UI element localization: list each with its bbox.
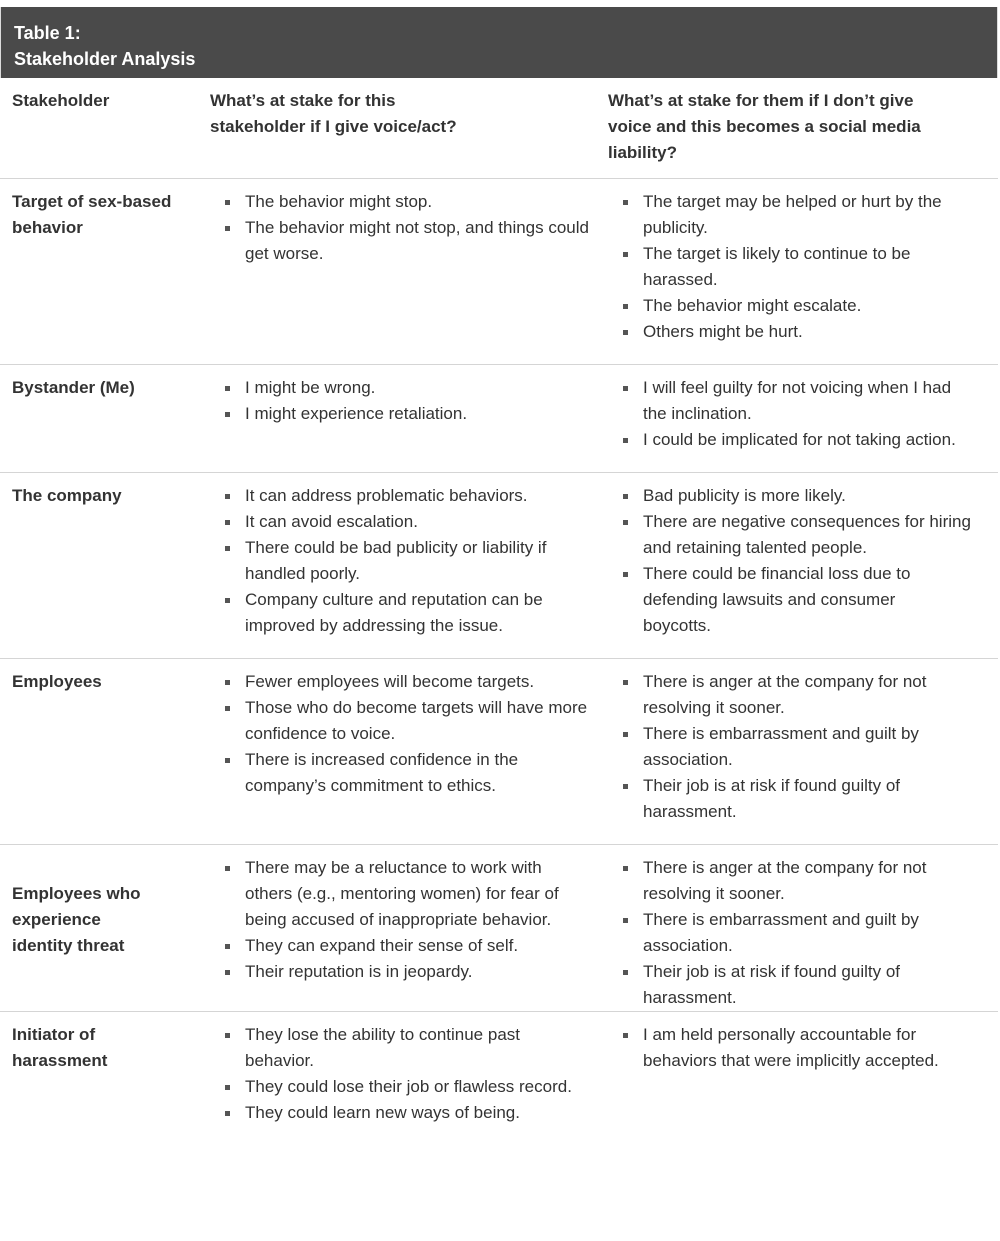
list-item: The behavior might stop. — [245, 189, 596, 215]
table-title: Stakeholder Analysis — [14, 49, 196, 69]
list-item: There may be a reluctance to work with others (e.g., mentoring women) for fear of being accused of inappropriate behavior. — [245, 855, 596, 933]
no-voice-cell — [596, 473, 998, 659]
stakeholder-name: Employees — [0, 659, 198, 845]
give-voice-list — [198, 1022, 596, 1126]
give-voice-cell — [198, 1012, 596, 1147]
list-item: They could lose their job or flawless record. — [245, 1074, 596, 1100]
list-item: Company culture and reputation can be improved by addressing the issue. — [245, 587, 596, 639]
stakeholder-name: Initiator of harassment — [0, 1012, 198, 1147]
give-voice-list — [198, 375, 596, 427]
give-voice-cell — [198, 659, 596, 845]
list-item: The behavior might escalate. — [643, 293, 998, 319]
no-voice-list — [596, 855, 998, 1011]
stakeholder-name: The company — [0, 473, 198, 659]
list-item: There are negative consequences for hiring and retaining talented people. — [643, 509, 998, 561]
header-stakeholder: Stakeholder — [12, 91, 110, 110]
list-item: There could be financial loss due to defending lawsuits and consumer boycotts. — [643, 561, 998, 639]
give-voice-list — [198, 189, 596, 267]
no-voice-list — [596, 189, 998, 345]
no-voice-cell — [596, 845, 998, 1012]
table-number: Table 1: — [14, 23, 81, 43]
list-item: There is embarrassment and guilt by association. — [643, 721, 998, 773]
stakeholder-name: Target of sex-based behavior — [0, 179, 198, 365]
list-item: It can avoid escalation. — [245, 509, 596, 535]
list-item: Their job is at risk if found guilty of harassment. — [643, 773, 998, 825]
list-item: Others might be hurt. — [643, 319, 998, 345]
list-item: I am held personally accountable for behaviors that were implicitly accepted. — [643, 1022, 998, 1074]
list-item: Bad publicity is more likely. — [643, 483, 998, 509]
no-voice-cell — [596, 659, 998, 845]
no-voice-list — [596, 375, 998, 453]
no-voice-list — [596, 669, 998, 825]
list-item: I might be wrong. — [245, 375, 596, 401]
list-item: The target is likely to continue to be harassed. — [643, 241, 998, 293]
table-row — [0, 659, 998, 845]
stakeholder-name: Employees who experience identity threat — [0, 845, 198, 1012]
list-item: It can address problematic behaviors. — [245, 483, 596, 509]
stakeholder-name: Bystander (Me) — [0, 365, 198, 473]
table-row — [0, 1012, 998, 1147]
give-voice-list — [198, 855, 596, 985]
list-item: I could be implicated for not taking action. — [643, 427, 998, 453]
no-voice-cell — [596, 179, 998, 365]
no-voice-cell — [596, 1012, 998, 1147]
table-row — [0, 365, 998, 473]
give-voice-list — [198, 669, 596, 799]
header-no-voice: What’s at stake for them if I don’t give voice and this becomes a social media liability? — [608, 91, 921, 162]
no-voice-list — [596, 1022, 998, 1074]
list-item: They lose the ability to continue past behavior. — [245, 1022, 596, 1074]
no-voice-cell — [596, 365, 998, 473]
list-item: Their job is at risk if found guilty of harassment. — [643, 959, 998, 1011]
list-item: There is embarrassment and guilt by association. — [643, 907, 998, 959]
stakeholder-table — [0, 7, 998, 1146]
table-row — [0, 845, 998, 1012]
list-item: Those who do become targets will have more confidence to voice. — [245, 695, 596, 747]
list-item: There is increased confidence in the company’s commitment to ethics. — [245, 747, 596, 799]
no-voice-list — [596, 483, 998, 639]
list-item: The behavior might not stop, and things could get worse. — [245, 215, 596, 267]
list-item: There is anger at the company for not resolving it sooner. — [643, 669, 998, 721]
give-voice-list — [198, 483, 596, 639]
table-row — [0, 179, 998, 365]
list-item: The target may be helped or hurt by the publicity. — [643, 189, 998, 241]
header-give-voice: What’s at stake for this stakeholder if I give voice/act? — [210, 91, 457, 136]
list-item: They can expand their sense of self. — [245, 933, 596, 959]
list-item: Fewer employees will become targets. — [245, 669, 596, 695]
list-item: Their reputation is in jeopardy. — [245, 959, 596, 985]
table-row — [0, 473, 998, 659]
list-item: They could learn new ways of being. — [245, 1100, 596, 1126]
give-voice-cell — [198, 845, 596, 1012]
list-item: There could be bad publicity or liability if handled poorly. — [245, 535, 596, 587]
list-item: I might experience retaliation. — [245, 401, 596, 427]
give-voice-cell — [198, 179, 596, 365]
analysis-table — [0, 78, 998, 1146]
list-item: There is anger at the company for not resolving it sooner. — [643, 855, 998, 907]
table-title-bar — [0, 7, 998, 78]
give-voice-cell — [198, 473, 596, 659]
give-voice-cell — [198, 365, 596, 473]
table-header-row — [0, 78, 998, 179]
list-item: I will feel guilty for not voicing when I had the inclination. — [643, 375, 998, 427]
